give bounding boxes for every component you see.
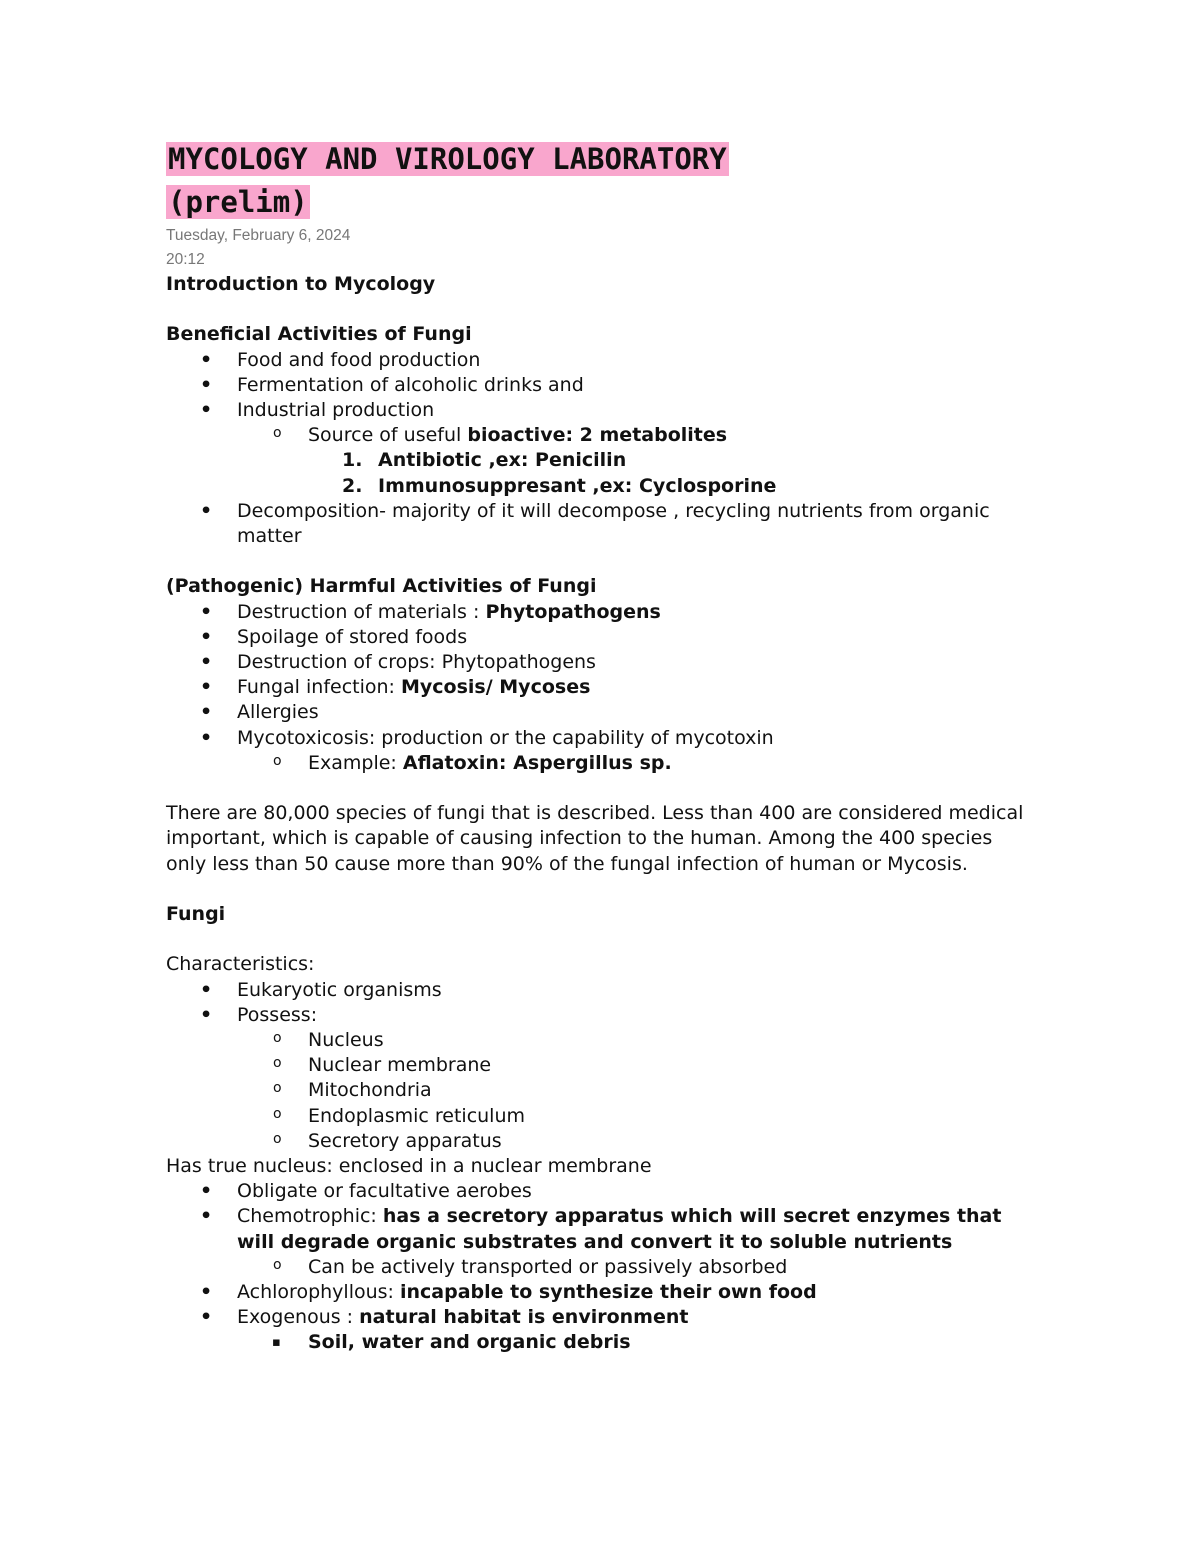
- list-item: • Exogenous : natural habitat is environment: [166, 1305, 1046, 1330]
- list-item: • Industrial production: [166, 398, 1046, 423]
- sub-list-item: o Example: Aflatoxin: Aspergillus sp.: [166, 751, 1046, 776]
- list-item: • Fermentation of alcoholic drinks and: [166, 373, 1046, 398]
- list-item: • Spoilage of stored foods: [166, 625, 1046, 650]
- list-item: • Food and food production: [166, 348, 1046, 373]
- beneficial-heading: Beneficial Activities of Fungi: [166, 323, 472, 346]
- title-line-1: MYCOLOGY AND VIROLOGY LABORATORY: [168, 142, 727, 176]
- characteristics-label: Characteristics:: [166, 953, 315, 976]
- harmful-heading: (Pathogenic) Harmful Activities of Fungi: [166, 575, 597, 598]
- list-item: • Eukaryotic organisms: [166, 978, 1046, 1003]
- date-stamp: Tuesday, February 6, 2024: [166, 227, 351, 244]
- body-paragraph: There are 80,000 species of fungi that is described. Less than 400 are considered medical important, which is capable of causing infection to the human. Among the 400 species only less than 50 cause more than 90% of the fungal infection of human or Mycosis.: [166, 802, 1024, 875]
- list-item: • Mycotoxicosis: production or the capability of mycotoxin: [166, 726, 1046, 751]
- sub-list-item: o Endoplasmic reticulum: [166, 1104, 1046, 1129]
- list-item: • Fungal infection: Mycosis/ Mycoses: [166, 675, 1046, 700]
- list-item: • Destruction of materials : Phytopathogens: [166, 600, 1046, 625]
- sub-list-item: o Secretory apparatus: [166, 1129, 1046, 1154]
- list-item: • Destruction of crops: Phytopathogens: [166, 650, 1046, 675]
- sub-list-item: o Nucleus: [166, 1028, 1046, 1053]
- numbered-item: 2. Immunosuppresant ,ex: Cyclosporine: [342, 474, 777, 497]
- time-stamp: 20:12: [166, 251, 205, 268]
- list-item: • Achlorophyllous: incapable to synthesize their own food: [166, 1280, 1046, 1305]
- document-page: [166, 138, 1046, 1356]
- sub-list-item: o Nuclear membrane: [166, 1053, 1046, 1078]
- sub-list-item: o Source of useful bioactive: 2 metabolites: [166, 423, 1046, 448]
- true-nucleus-line: Has true nucleus: enclosed in a nuclear membrane: [166, 1155, 652, 1178]
- title-line-2: (prelim): [168, 185, 308, 219]
- list-item: • Possess:: [166, 1003, 1046, 1028]
- sub-sub-list-item: ▪ Soil, water and organic debris: [166, 1330, 1046, 1355]
- list-item: • Decomposition- majority of it will decompose , recycling nutrients from organic matter: [166, 499, 1017, 549]
- list-item: • Allergies: [166, 700, 1046, 725]
- list-item: • Chemotrophic: has a secretory apparatus which will secret enzymes that will degrade organic substrates and convert it to soluble nutrients: [166, 1204, 1017, 1254]
- page-title: [166, 138, 1046, 224]
- sub-list-item: o Can be actively transported or passively absorbed: [166, 1255, 1046, 1280]
- intro-heading: Introduction to Mycology: [166, 273, 436, 295]
- sub-list-item: o Mitochondria: [166, 1078, 1046, 1103]
- numbered-item: 1. Antibiotic ,ex: Penicilin: [342, 449, 627, 472]
- fungi-heading: Fungi: [166, 903, 226, 926]
- list-item: • Obligate or facultative aerobes: [166, 1179, 1046, 1204]
